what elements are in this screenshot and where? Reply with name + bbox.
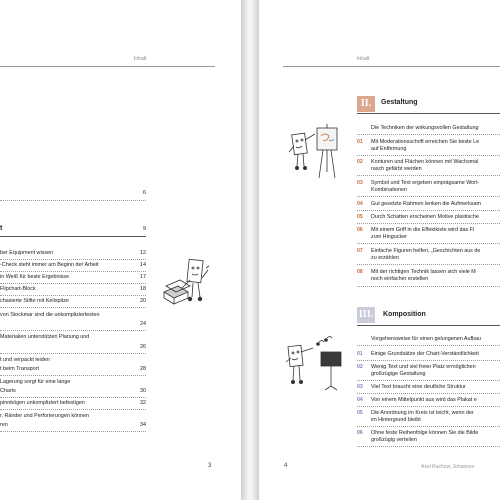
item-text: Mit einem Griff in die Effektkiste wird das Fl zum Hingucker	[371, 227, 475, 240]
item-text: Einfache Figuren helfen, „Geschichten aus de zu erzählen	[371, 248, 481, 261]
section-intro: Die Techniken der wirkungsvollen Gestaltung	[371, 125, 479, 131]
item-number: 01	[357, 351, 363, 357]
figure-at-easel-illustration	[285, 120, 345, 182]
item-number: 07	[357, 248, 363, 254]
item-number: 04	[357, 201, 363, 207]
toc-entry: chasierte Stifte mit Keilspitze 20	[0, 298, 146, 304]
entry-rule	[357, 446, 500, 447]
entry-rule	[357, 175, 500, 176]
toc-entry: pinnbögen unkompliziert befestigen 32	[0, 400, 146, 406]
item-text: Symbol und Text ergeben einprägsame Wort- Kombinationen	[371, 180, 480, 193]
entry-rule	[0, 271, 146, 272]
entry-rule	[357, 210, 500, 211]
item-text: Viel Text braucht eine deutliche Struktur	[371, 384, 466, 390]
item-text: Durch Schatten erscheinen Motive plastische	[371, 214, 479, 220]
item-number: 08	[357, 269, 363, 275]
item-text: Von einem Mittelpunkt aus wird das Plakat e	[371, 397, 477, 403]
entry-rule	[0, 259, 146, 260]
item-text: Konturen und Flächen können mit Wachsmal rasch gefärbt werden	[371, 159, 479, 172]
left-page: Inhalt 6 t 9 ber Equipment wissen 12 -Check steht immer am Beginn der Arbeit 14 in Weiß für beste Ergebnisse 17 Flipchart-Block 18 chasierte Stifte mit Keilspitze 20 von Stockmar sind die unkompliziertesten 24 Materialien unterstützen Planung und 26 t und verpackt leiden t beim Transport 28 Lagerung sorgt für eine lange Charts 30 pinnbögen unkompliziert befestigen 32 r, Ränder und Perforierungen können ren 34 3	[0, 0, 241, 500]
entry-rule	[0, 409, 146, 410]
item-number: 03	[357, 180, 363, 186]
item-text: Mit der richtigen Technik lassen sich viele M noch einfacher erstellen	[371, 269, 476, 282]
item-number: 06	[357, 430, 363, 436]
item-number: 02	[357, 364, 363, 370]
running-head: Inhalt	[357, 56, 370, 62]
section-numeral-badge: III.	[357, 307, 375, 323]
section-rule	[0, 236, 146, 237]
entry-rule	[357, 380, 500, 381]
item-text: Mit Moderationsschrift erreichen Sie beste Le auf Entfernung	[371, 139, 480, 152]
item-text: Wenig Text und viel freier Platz ermöglichen großzügige Gestaltung	[371, 364, 476, 377]
figure-with-music-stand-illustration	[283, 334, 347, 394]
item-text: Die Anordnung im Kreis ist leicht, wenn der im Hintergrund bleibt	[371, 410, 474, 423]
section-numeral-badge: II.	[357, 96, 375, 112]
entry-rule	[357, 223, 500, 224]
item-number: 02	[357, 159, 363, 165]
publisher-credit: Axel Rachow, Johannes	[421, 464, 475, 470]
entry-rule	[0, 295, 146, 296]
item-number: 05	[357, 410, 363, 416]
toc-entry: in Weiß für beste Ergebnisse 17	[0, 274, 146, 280]
right-page	[259, 0, 500, 500]
toc-entry: ber Equipment wissen 12	[0, 250, 146, 256]
toc-section-heading: t 9	[0, 225, 146, 232]
entry-rule	[0, 353, 146, 354]
entry-rule	[357, 345, 500, 346]
page-number: 4	[284, 463, 288, 469]
entry-rule	[357, 426, 500, 427]
entry-rule	[357, 264, 500, 265]
item-text: Einige Grundsätze der Chart-Verständlichkeit	[371, 351, 479, 357]
entry-rule	[0, 283, 146, 284]
toc-entry: ren 34	[0, 422, 146, 428]
toc-entry: Materialien unterstützen Planung und	[0, 334, 90, 340]
item-number: 05	[357, 214, 363, 220]
entry-rule	[0, 397, 146, 398]
page-number: 3	[208, 463, 212, 469]
toc-entry: t beim Transport 28	[0, 366, 146, 372]
toc-entry: t und verpackt leiden	[0, 357, 50, 363]
toc-entry: r, Ränder und Perforierungen können	[0, 413, 90, 419]
section-rule	[357, 113, 500, 114]
section-title: Gestaltung	[381, 99, 418, 106]
entry-rule	[357, 243, 500, 244]
header-rule	[283, 66, 500, 67]
entry-rule	[357, 134, 500, 135]
entry-rule	[357, 286, 500, 287]
section-rule	[357, 325, 500, 326]
item-number: 01	[357, 139, 363, 145]
entry-rule	[0, 330, 146, 331]
entry-rule	[0, 375, 146, 376]
toc-entry: Lagerung sorgt für eine lange	[0, 379, 71, 385]
entry-rule	[357, 406, 500, 407]
toc-entry: -Check steht immer am Beginn der Arbeit 14	[0, 262, 146, 268]
toc-entry: Charts 30	[0, 388, 146, 394]
item-number: 04	[357, 397, 363, 403]
entry-rule	[0, 200, 146, 201]
figure-with-boxes-illustration	[160, 256, 220, 312]
item-text: Gut gesetzte Rahmen lenken die Aufmerksam	[371, 201, 481, 207]
toc-entry: von Stockmar sind die unkompliziertesten	[0, 312, 100, 318]
item-number: 06	[357, 227, 363, 233]
section-intro: Vorgehensweise für einen gelungenen Aufbau	[371, 336, 481, 342]
item-number: 03	[357, 384, 363, 390]
entry-rule	[0, 307, 146, 308]
toc-entry: Flipchart-Block 18	[0, 286, 146, 292]
entry-rule	[357, 155, 500, 156]
entry-rule	[357, 360, 500, 361]
book-gutter	[241, 0, 259, 500]
item-text: Ohne feste Reihenfolge können Sie die Bilde großzügig verteilen	[371, 430, 479, 443]
entry-rule	[357, 196, 500, 197]
running-head: Inhalt	[134, 56, 147, 62]
entry-rule	[357, 393, 500, 394]
entry-rule	[0, 431, 146, 432]
header-rule	[0, 66, 215, 67]
section-title: Komposition	[383, 311, 426, 318]
